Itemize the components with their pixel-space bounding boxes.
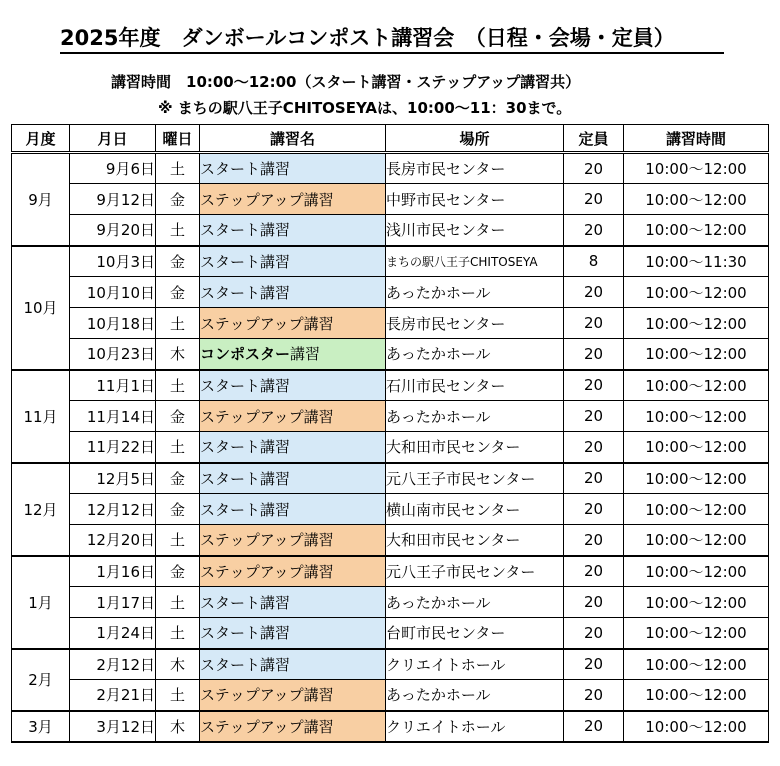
month-group — [12, 370, 769, 463]
time-cell: 10:00～12:00 — [624, 649, 769, 680]
time-cell: 10:00～12:00 — [624, 556, 769, 587]
venue-cell: 元八王子市民センター — [386, 556, 564, 587]
weekday-cell: 土 — [156, 525, 200, 556]
course-cell — [200, 153, 386, 184]
date-cell: 2月21日 — [70, 680, 156, 711]
weekday-cell: 金 — [156, 246, 200, 277]
weekday-cell: 土 — [156, 370, 200, 401]
course-cell — [200, 649, 386, 680]
date-cell: 1月16日 — [70, 556, 156, 587]
venue-cell: 石川市民センター — [386, 370, 564, 401]
weekday-cell: 金 — [156, 184, 200, 215]
month-group — [12, 153, 769, 246]
time-cell: 10:00～12:00 — [624, 308, 769, 339]
course-cell — [200, 618, 386, 649]
capacity-cell: 20 — [564, 587, 624, 618]
venue-cell: 大和田市民センター — [386, 525, 564, 556]
capacity-cell: 20 — [564, 618, 624, 649]
table-row — [12, 525, 769, 556]
table-row — [12, 587, 769, 618]
date-cell: 12月20日 — [70, 525, 156, 556]
table-row — [12, 370, 769, 401]
capacity-cell: 20 — [564, 680, 624, 711]
course-name: ステップアップ講習 — [200, 190, 334, 209]
capacity-cell: 20 — [564, 277, 624, 308]
header-time: 講習時間 — [624, 125, 769, 153]
date-cell: 12月12日 — [70, 494, 156, 525]
time-cell: 10:00～12:00 — [624, 680, 769, 711]
month-group — [12, 246, 769, 370]
time-cell: 10:00～11:30 — [624, 246, 769, 277]
chitoseya-note: ※ まちの駅八王子CHITOSEYAは、10:00～11：30まで。 — [158, 99, 572, 117]
header-date: 月日 — [70, 125, 156, 153]
course-name: スタート講習 — [200, 160, 291, 178]
course-name-bold: コンポスター — [200, 345, 291, 364]
course-name: スタート講習 — [200, 283, 291, 302]
venue-cell: まちの駅八王子CHITOSEYA — [386, 246, 564, 277]
course-cell — [200, 463, 386, 494]
weekday-cell: 土 — [156, 432, 200, 463]
venue-cell: あったかホール — [386, 680, 564, 711]
time-cell: 10:00～12:00 — [624, 401, 769, 432]
date-cell: 10月23日 — [70, 339, 156, 370]
course-name: スタート講習 — [200, 655, 291, 674]
month-cell: 9月 — [12, 153, 70, 246]
course-cell — [200, 587, 386, 618]
time-cell: 10:00～12:00 — [624, 463, 769, 494]
capacity-cell: 20 — [564, 432, 624, 463]
course-name: ステップアップ講習 — [200, 531, 334, 550]
course-name: スタート講習 — [200, 624, 291, 643]
table-row — [12, 556, 769, 587]
time-cell: 10:00～12:00 — [624, 184, 769, 215]
course-cell — [200, 277, 386, 308]
date-cell: 1月17日 — [70, 587, 156, 618]
month-cell: 12月 — [12, 463, 70, 556]
venue-cell: あったかホール — [386, 401, 564, 432]
capacity-cell: 8 — [564, 246, 624, 277]
course-name: スタート講習 — [200, 500, 291, 519]
course-cell — [200, 494, 386, 525]
table-row — [12, 401, 769, 432]
date-cell: 10月10日 — [70, 277, 156, 308]
weekday-cell: 金 — [156, 401, 200, 432]
date-cell: 10月18日 — [70, 308, 156, 339]
table-row — [12, 153, 769, 184]
month-group — [12, 711, 769, 742]
course-name: スタート講習 — [200, 252, 291, 271]
table-header-row — [12, 125, 769, 153]
course-cell — [200, 401, 386, 432]
table-row — [12, 277, 769, 308]
date-cell: 3月12日 — [70, 711, 156, 742]
course-cell — [200, 525, 386, 556]
weekday-cell: 木 — [156, 339, 200, 370]
course-name: ステップアップ講習 — [200, 562, 334, 581]
table-row — [12, 649, 769, 680]
time-cell: 10:00～12:00 — [624, 711, 769, 742]
month-group — [12, 649, 769, 711]
date-cell: 11月22日 — [70, 432, 156, 463]
date-cell: 10月3日 — [70, 246, 156, 277]
table-row — [12, 432, 769, 463]
weekday-cell: 金 — [156, 463, 200, 494]
table-row — [12, 246, 769, 277]
time-cell: 10:00～12:00 — [624, 525, 769, 556]
course-cell — [200, 680, 386, 711]
weekday-cell: 土 — [156, 587, 200, 618]
course-name: スタート講習 — [200, 221, 291, 240]
date-cell: 1月24日 — [70, 618, 156, 649]
capacity-cell: 20 — [564, 370, 624, 401]
time-cell: 10:00～12:00 — [624, 153, 769, 184]
venue-cell: 横山南市民センター — [386, 494, 564, 525]
capacity-cell: 20 — [564, 153, 624, 184]
course-name: スタート講習 — [200, 438, 291, 457]
course-name: スタート講習 — [200, 376, 291, 395]
course-name: 講習 — [290, 345, 321, 364]
course-cell — [200, 184, 386, 215]
venue-cell: 台町市民センター — [386, 618, 564, 649]
capacity-cell: 20 — [564, 215, 624, 246]
weekday-cell: 金 — [156, 494, 200, 525]
schedule-table — [11, 124, 769, 743]
time-cell: 10:00～12:00 — [624, 432, 769, 463]
course-cell — [200, 556, 386, 587]
table-row — [12, 308, 769, 339]
table-row — [12, 680, 769, 711]
lecture-time-note: 講習時間 10:00～12:00（スタート講習・ステップアップ講習共） — [111, 73, 581, 91]
date-cell: 11月14日 — [70, 401, 156, 432]
time-cell: 10:00～12:00 — [624, 618, 769, 649]
time-cell: 10:00～12:00 — [624, 277, 769, 308]
table-row — [12, 339, 769, 370]
table-row — [12, 463, 769, 494]
capacity-cell: 20 — [564, 649, 624, 680]
table-row — [12, 184, 769, 215]
time-cell: 10:00～12:00 — [624, 587, 769, 618]
capacity-cell: 20 — [564, 184, 624, 215]
month-cell: 10月 — [12, 246, 70, 370]
course-cell — [200, 711, 386, 742]
capacity-cell: 20 — [564, 556, 624, 587]
month-cell: 1月 — [12, 556, 70, 649]
venue-cell: あったかホール — [386, 587, 564, 618]
header-venue: 場所 — [386, 125, 564, 153]
header-course: 講習名 — [200, 125, 386, 153]
month-cell: 3月 — [12, 711, 70, 742]
weekday-cell: 木 — [156, 711, 200, 742]
month-cell: 2月 — [12, 649, 70, 711]
course-name: ステップアップ講習 — [200, 717, 334, 736]
capacity-cell: 20 — [564, 401, 624, 432]
date-cell: 9月12日 — [70, 184, 156, 215]
course-name: ステップアップ講習 — [200, 686, 334, 705]
capacity-cell: 20 — [564, 463, 624, 494]
table-row — [12, 711, 769, 742]
course-name: ステップアップ講習 — [200, 314, 334, 333]
date-cell: 9月6日 — [70, 153, 156, 184]
weekday-cell: 土 — [156, 215, 200, 246]
header-capacity: 定員 — [564, 125, 624, 153]
venue-cell: 浅川市民センター — [386, 215, 564, 246]
date-cell: 12月5日 — [70, 463, 156, 494]
month-group — [12, 463, 769, 556]
page-title: 2025年度 ダンボールコンポスト講習会 （日程・会場・定員） — [60, 24, 724, 54]
venue-cell: 中野市民センター — [386, 184, 564, 215]
venue-cell: 大和田市民センター — [386, 432, 564, 463]
table-row — [12, 618, 769, 649]
month-group — [12, 556, 769, 649]
course-cell — [200, 215, 386, 246]
course-cell — [200, 370, 386, 401]
time-cell: 10:00～12:00 — [624, 494, 769, 525]
venue-cell: クリエイトホール — [386, 649, 564, 680]
capacity-cell: 20 — [564, 525, 624, 556]
venue-cell: クリエイトホール — [386, 711, 564, 742]
time-cell: 10:00～12:00 — [624, 370, 769, 401]
time-cell: 10:00～12:00 — [624, 339, 769, 370]
venue-cell: 長房市民センター — [386, 153, 564, 184]
venue-cell: あったかホール — [386, 277, 564, 308]
venue-cell: あったかホール — [386, 339, 564, 370]
course-cell — [200, 246, 386, 277]
course-name: スタート講習 — [200, 469, 291, 488]
table-row — [12, 494, 769, 525]
weekday-cell: 土 — [156, 680, 200, 711]
capacity-cell: 20 — [564, 308, 624, 339]
weekday-cell: 土 — [156, 153, 200, 184]
date-cell: 2月12日 — [70, 649, 156, 680]
course-name: スタート講習 — [200, 593, 291, 612]
weekday-cell: 土 — [156, 308, 200, 339]
course-cell — [200, 339, 386, 370]
header-weekday: 曜日 — [156, 125, 200, 153]
venue-cell: 元八王子市民センター — [386, 463, 564, 494]
date-cell: 9月20日 — [70, 215, 156, 246]
capacity-cell: 20 — [564, 339, 624, 370]
course-cell — [200, 432, 386, 463]
weekday-cell: 金 — [156, 556, 200, 587]
month-cell: 11月 — [12, 370, 70, 463]
date-cell: 11月1日 — [70, 370, 156, 401]
course-name: ステップアップ講習 — [200, 407, 334, 426]
weekday-cell: 金 — [156, 277, 200, 308]
weekday-cell: 土 — [156, 618, 200, 649]
capacity-cell: 20 — [564, 494, 624, 525]
venue-cell: 長房市民センター — [386, 308, 564, 339]
weekday-cell: 木 — [156, 649, 200, 680]
capacity-cell: 20 — [564, 711, 624, 742]
table-row — [12, 215, 769, 246]
header-month: 月度 — [12, 125, 70, 153]
time-cell: 10:00～12:00 — [624, 215, 769, 246]
course-cell — [200, 308, 386, 339]
